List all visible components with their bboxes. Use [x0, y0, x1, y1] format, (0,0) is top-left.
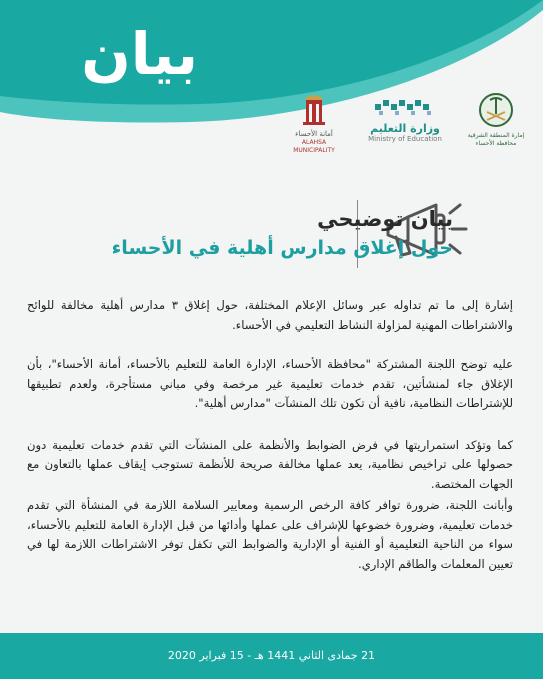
statement-body	[27, 296, 513, 574]
paragraph-1: إشارة إلى ما تم تداوله عبر وسائل الإعلام المختلفة، حول إغلاق ٣ مدارس أهلية مخالفة للوائح والاشتراطات المهنية لمزاولة النشاط التعليمي في الأحساء.	[27, 298, 513, 332]
statement-subtitle: حول إغلاق مدارس أهلية في الأحساء	[111, 237, 453, 259]
paragraph-4: وأبانت اللجنة، ضرورة توافر كافة الرخص الرسمية ومعايير السلامة اللازمة في المنشأة التي تقدم خدمات تعليمية، وضرورة خضوعها للإشراف على عملها وأدائها من قبل الإدارة العامة للتعليم بالأحساء، سواء من الناحية التعليمية أو الفنية أو الإدارية والضوابط التي تكفل توفر الاشتراطات اللازمة لها في تعيين المعلمات والطاقم الإداري.	[27, 498, 513, 571]
emirate-logo-ar1: إمارة المنطقة الشرقية	[467, 132, 525, 139]
emirate-logo-ar2: محافظة الأحساء	[475, 140, 517, 147]
ahsa-logo-en: ALAHSA MUNICIPALITY	[293, 139, 335, 154]
logos-row	[270, 92, 530, 162]
moe-logo-ar: وزارة التعليم	[370, 122, 440, 135]
footer-bar	[0, 633, 543, 679]
footer-date: 21 جمادى الثاني 1441 هـ - 15 فبراير 2020	[167, 649, 376, 662]
statement-title: بيان توضيحي	[317, 207, 453, 231]
ministry-of-education-logo	[365, 96, 445, 118]
saudi-emblem-logo	[478, 92, 514, 128]
ministry-education-logo	[350, 96, 460, 143]
moe-logo-en: Ministry of Education	[368, 135, 442, 143]
header-title: بيان	[81, 20, 198, 88]
emirate-logo	[466, 92, 526, 148]
palm-tower-logo	[299, 92, 329, 126]
statement-title-block	[112, 205, 453, 263]
ahsa-logo-ar: أمانة الأحساء	[295, 130, 333, 138]
paragraph-2: عليه توضح اللجنة المشتركة "محافظة الأحساء، الإدارة العامة للتعليم بالأحساء، أمانة الأحساء"، بأن الإغلاق جاء لمنشأتين، تقدم خدمات تعليمية غير مرخصة وفي مباني مستأجرة، ولعدم تطبيقها للإشتراطات النظامية، نافية أن تكون تلك المنشآت "مدارس أهلية".	[27, 357, 513, 410]
paragraph-3: كما وتؤكد استمراريتها في فرض الضوابط والأنظمة على المنشآت التي تقدم خدمات تعليمية دون حصولها على تراخيص نظامية، يعد عملها مخالفة صريحة للأنظمة تستوجب إيقاف عملها بالتعاون مع الجهات المختصة.	[27, 437, 513, 491]
ahsa-municipality-logo	[284, 92, 344, 155]
